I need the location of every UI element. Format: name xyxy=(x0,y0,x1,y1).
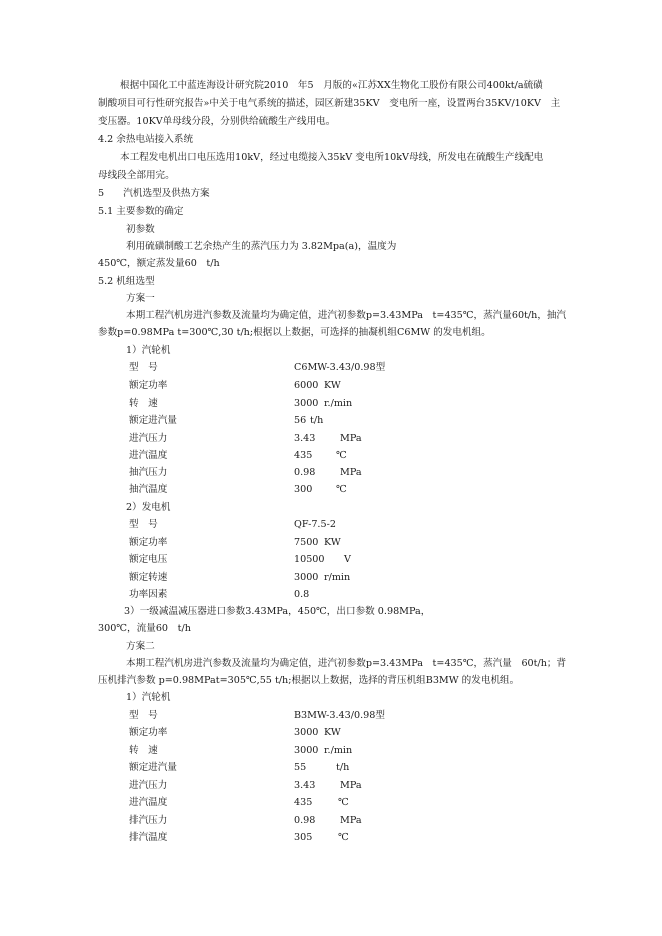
spec-label: 型 号 xyxy=(129,362,158,373)
spec-unit: V xyxy=(344,554,351,565)
spec-value: 3.43 xyxy=(294,433,316,444)
scheme-one-generator-heading: 2）发电机 xyxy=(126,502,171,513)
intro-line-3: 变压器。10KV单母线分段，分别供给硫酸生产线用电。 xyxy=(98,116,336,127)
spec-label: 额定电压 xyxy=(129,554,168,565)
spec-unit: t/h xyxy=(310,415,324,426)
spec-unit: ℃ xyxy=(338,832,349,843)
spec-value: 0.98 xyxy=(294,815,316,826)
spec-label: 额定进汽量 xyxy=(129,415,177,426)
spec-value: B3MW-3.43/0.98型 xyxy=(294,710,385,721)
spec-value: 3000 xyxy=(294,727,319,738)
initial-params-label: 初参数 xyxy=(126,224,155,235)
spec-value: QF-7.5-2 xyxy=(294,519,336,530)
spec-value: 55 xyxy=(294,762,307,773)
intro-line-1: 根据中国化工中蓝连海设计研究院2010 年5 月版的«江苏XX生物化工股份有限公司400kt/a硫磺 xyxy=(120,80,543,91)
spec-unit: KW xyxy=(324,537,341,548)
scheme-two-title: 方案二 xyxy=(126,641,155,652)
scheme-two-turbine-heading: 1）汽轮机 xyxy=(126,692,171,703)
spec-label: 功率因素 xyxy=(129,589,168,600)
heading-5: 5 汽机选型及供热方案 xyxy=(98,188,210,199)
spec-value: 3000 xyxy=(294,745,319,756)
spec-value: 56 xyxy=(294,415,307,426)
heading-5-1: 5.1 主要参数的确定 xyxy=(98,206,184,217)
heading-4-2: 4.2 余热电站接入系统 xyxy=(98,134,194,145)
spec-label: 进汽温度 xyxy=(129,450,168,461)
desuperheater-line-2: 300℃，流量60 t/h xyxy=(98,623,191,634)
spec-unit: KW xyxy=(324,727,341,738)
spec-value: 435 xyxy=(294,797,313,808)
spec-value: 6000 xyxy=(294,380,319,391)
scheme-one-turbine-heading: 1）汽轮机 xyxy=(126,345,171,356)
spec-label: 型 号 xyxy=(129,519,158,530)
spec-unit: r/min xyxy=(324,572,351,583)
spec-unit: r./min xyxy=(324,398,353,409)
spec-label: 额定转速 xyxy=(129,572,168,583)
scheme-two-line-2: 压机排汽参数 p=0.98MPat=305℃,55 t/h;根据以上数据，选择的背压机组B3MW 的发电机组。 xyxy=(98,675,520,686)
scheme-one-title: 方案一 xyxy=(126,293,155,304)
spec-unit: MPa xyxy=(340,433,362,444)
steam-para-line-1: 利用硫磺制酸工艺余热产生的蒸汽压力为 3.82Mpa(a)，温度为 xyxy=(126,241,397,252)
scheme-one-line-2: 参数p=0.98MPa t=300℃,30 t/h;根据以上数据，可选择的抽凝机组C6MW 的发电机组。 xyxy=(98,327,491,338)
spec-unit: MPa xyxy=(340,467,362,478)
grid-para-line-2: 母线段全部用完。 xyxy=(98,170,175,181)
spec-value: 7500 xyxy=(294,537,319,548)
spec-label: 额定功率 xyxy=(129,537,168,548)
grid-para-line-1: 本工程发电机出口电压选用10kV，经过电缆接入35kV 变电所10kV母线，所发电在硫酸生产线配电 xyxy=(120,152,544,163)
scheme-one-line-1: 本期工程汽机房进汽参数及流量均为确定值，进汽初参数p=3.43MPa t=435℃，蒸汽量60t/h，抽汽 xyxy=(126,310,567,321)
spec-unit: ℃ xyxy=(336,484,347,495)
spec-label: 型 号 xyxy=(129,710,158,721)
spec-value: 305 xyxy=(294,832,313,843)
heading-5-2: 5.2 机组选型 xyxy=(98,276,155,287)
spec-value: 10500 xyxy=(294,554,325,565)
spec-label: 额定进汽量 xyxy=(129,762,177,773)
scheme-two-line-1: 本期工程汽机房进汽参数及流量均为确定值，进汽初参数p=3.43MPa t=435℃，蒸汽量 60t/h；背 xyxy=(126,658,567,669)
spec-label: 抽汽压力 xyxy=(129,467,168,478)
spec-label: 进汽压力 xyxy=(129,780,168,791)
spec-label: 转 速 xyxy=(129,398,158,409)
spec-value: 0.98 xyxy=(294,467,316,478)
spec-value: C6MW-3.43/0.98型 xyxy=(294,362,386,373)
spec-label: 抽汽温度 xyxy=(129,484,168,495)
spec-label: 排汽温度 xyxy=(129,832,168,843)
spec-label: 额定功率 xyxy=(129,727,168,738)
spec-value: 3000 xyxy=(294,572,319,583)
spec-unit: KW xyxy=(324,380,341,391)
spec-label: 进汽温度 xyxy=(129,797,168,808)
spec-value: 0.8 xyxy=(294,589,310,600)
spec-label: 排汽压力 xyxy=(129,815,168,826)
spec-unit: MPa xyxy=(340,780,362,791)
spec-value: 435 xyxy=(294,450,313,461)
spec-label: 进汽压力 xyxy=(129,433,168,444)
spec-value: 3.43 xyxy=(294,780,316,791)
spec-unit: MPa xyxy=(340,815,362,826)
spec-unit: r./min xyxy=(324,745,353,756)
spec-label: 转 速 xyxy=(129,745,158,756)
spec-unit: ℃ xyxy=(336,450,347,461)
steam-para-line-2: 450℃，额定蒸发量60 t/h xyxy=(98,258,220,269)
spec-value: 3000 xyxy=(294,398,319,409)
spec-unit: ℃ xyxy=(338,797,349,808)
spec-unit: t/h xyxy=(336,762,350,773)
intro-line-2: 制酸项目可行性研究报告»中关于电气系统的描述，园区新建35KV 变电所一座，设置两台35KV/10KV 主 xyxy=(98,98,561,109)
desuperheater-line-1: 3）一级减温减压器进口参数3.43MPa，450℃，出口参数 0.98MPa， xyxy=(124,606,431,617)
spec-label: 额定功率 xyxy=(129,380,168,391)
spec-value: 300 xyxy=(294,484,313,495)
